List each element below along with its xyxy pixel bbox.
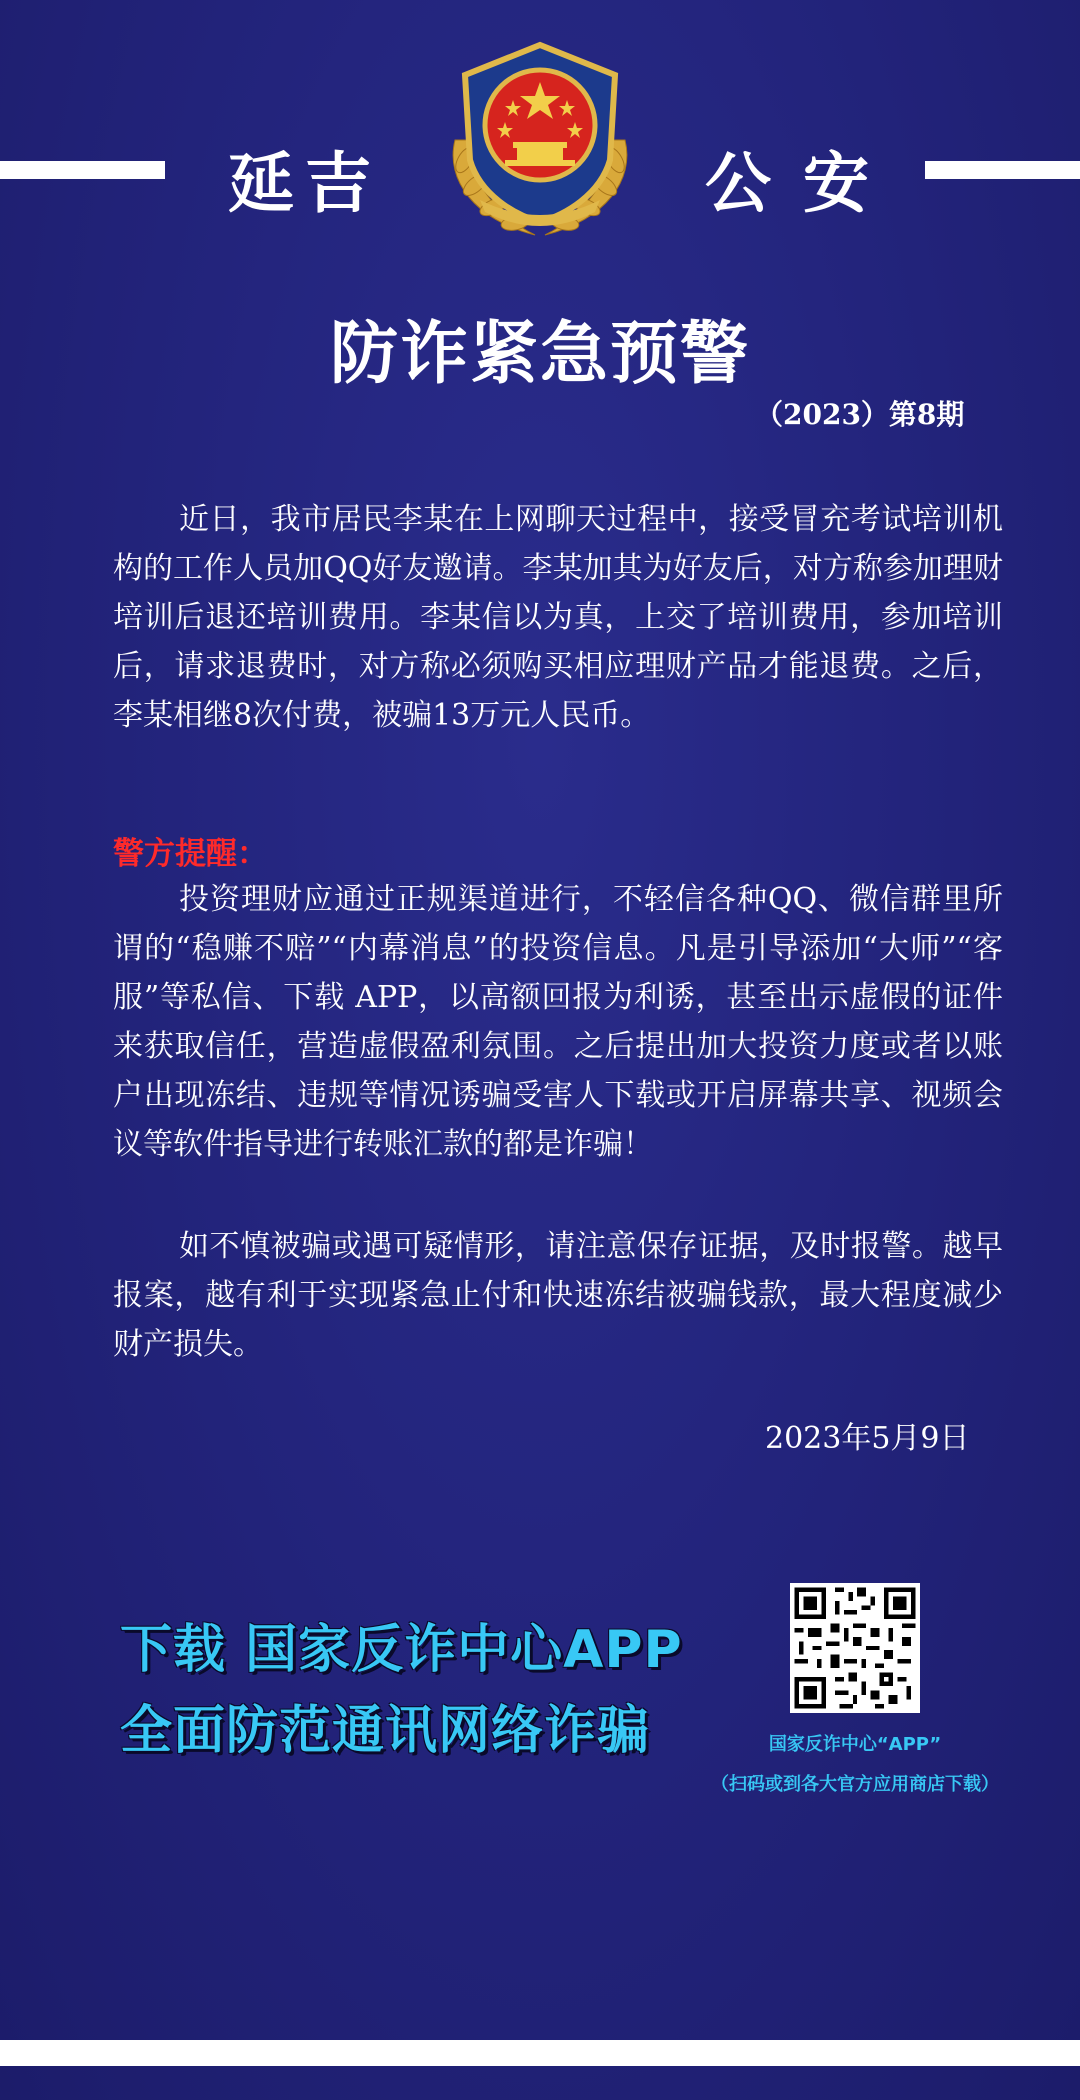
qr-code-icon[interactable] — [790, 1583, 920, 1713]
advice-paragraph: 如不慎被骗或遇可疑情形，请注意保存证据，及时报警。越早报案，越有利于实现紧急止付和快速冻结被骗钱款，最大程度减少财产损失。 — [113, 1229, 1003, 1362]
case-paragraph: 近日，我市居民李某在上网聊天过程中，接受冒充考试培训机构的工作人员加QQ好友邀请。李某加其为好友后，对方称参加理财培训后退还培训费用。李某信以为真，上交了培训费用，参加培训后，请求退费时，对方称必须购买相应理财产品才能退费。之后，李某相继8次付费，被骗13万元人民币。 — [113, 502, 1003, 733]
page-title: 防诈紧急预警 — [329, 315, 750, 394]
warning-label: 警方提醒： — [113, 836, 268, 872]
org-char-2: 吉 — [305, 144, 371, 222]
issue-number: （2023）第8期 — [755, 398, 965, 431]
header-line-right — [925, 161, 1080, 179]
police-emblem-icon — [425, 30, 655, 250]
issue-date: 2023年5月9日 — [765, 1421, 970, 1456]
qr-caption: 国家反诈中心“APP” — [768, 1734, 942, 1755]
org-char-1: 延 — [228, 144, 294, 222]
header-line-left — [0, 161, 165, 179]
qr-subcaption: （扫码或到各大官方应用商店下载） — [711, 1774, 999, 1795]
bottom-bar — [0, 2040, 1080, 2066]
org-char-3: 公 — [705, 144, 771, 222]
slogan-line-2: 全面防范通讯网络诈骗 — [120, 1701, 651, 1761]
warning-paragraph: 投资理财应通过正规渠道进行，不轻信各种QQ、微信群里所谓的“稳赚不赔”“内幕消息”的投资信息。凡是引导添加“大师”“客服”等私信、下载 APP，以高额回报为利诱，甚至出示虚假的证件来获取信任，营造虚假盈利氛围。之后提出加大投资力度或者以账户出现冻结、违规等情况诱骗受害人下载或开启屏幕共享、视频会议等软件指导进行转账汇款的都是诈骗！ — [113, 882, 1003, 1162]
org-char-4: 安 — [803, 144, 869, 222]
slogan-line-1: 下载 国家反诈中心APP — [120, 1620, 683, 1680]
